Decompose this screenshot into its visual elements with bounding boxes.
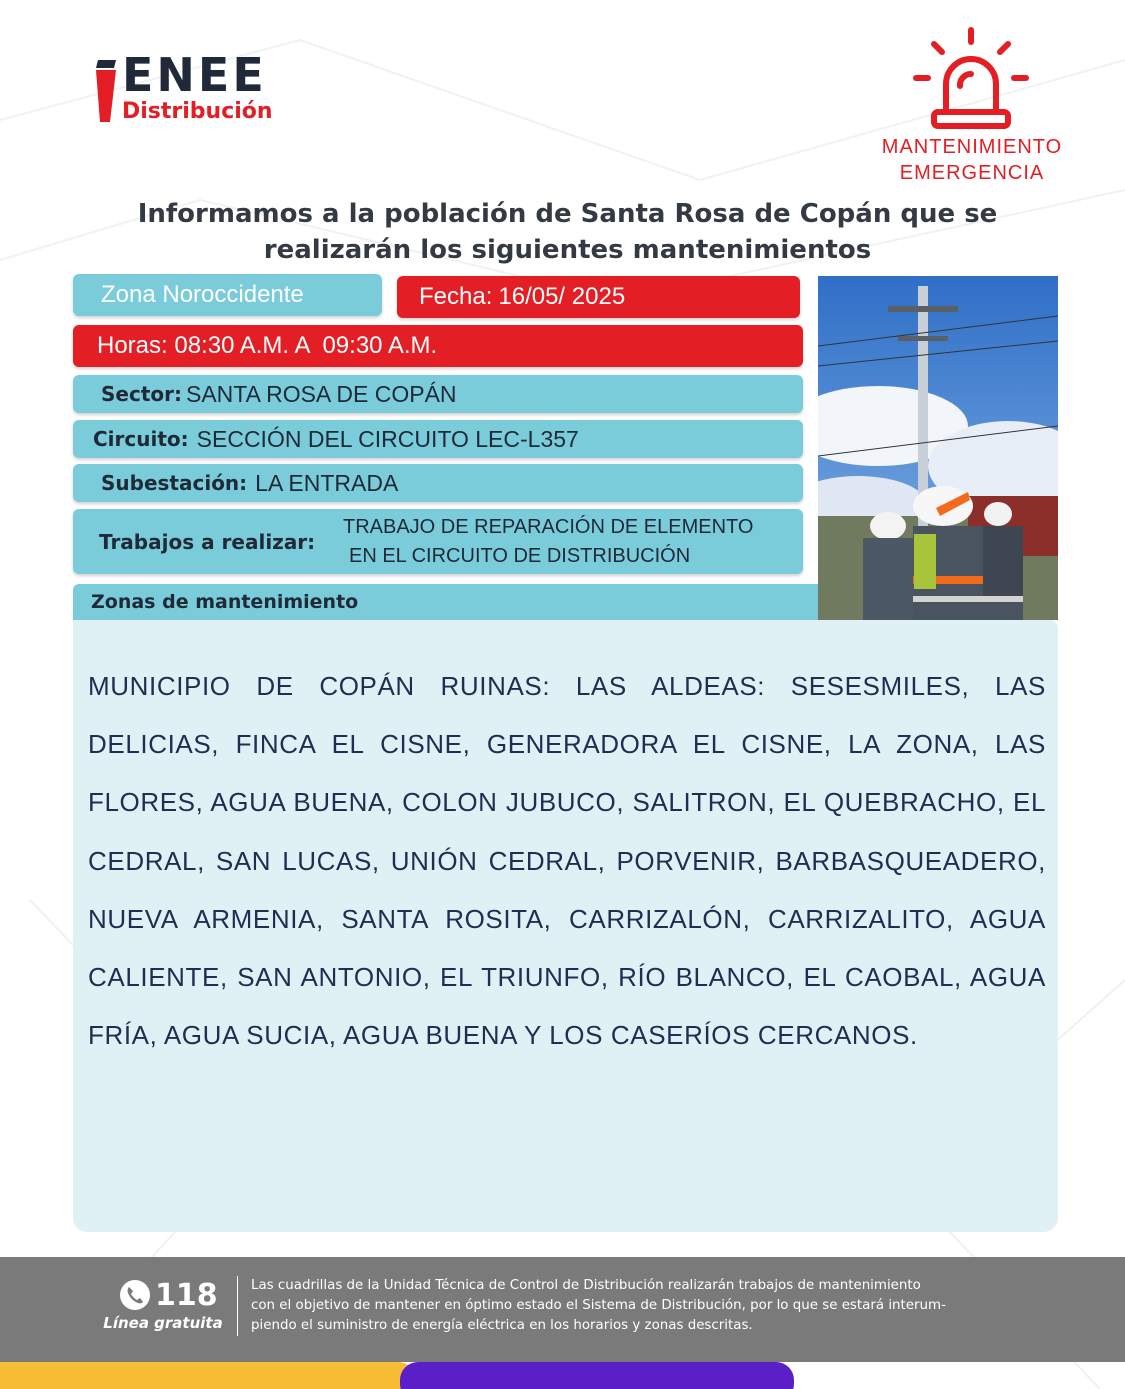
horas-pill: [73, 325, 803, 367]
title-line-1: Informamos a la población de Santa Rosa de Copán que se: [137, 199, 998, 229]
phone-label: Línea gratuita: [103, 1314, 223, 1332]
trabajos-line-1: TRABAJO DE REPARACIÓN DE ELEMENTO: [343, 515, 754, 538]
workers-photo: [818, 276, 1058, 620]
footer-divider: [237, 1276, 238, 1336]
badge-line-2: EMERGENCIA: [899, 162, 1045, 184]
subestacion-value: LA ENTRADA: [255, 469, 399, 496]
title-line-2: realizarán los siguientes mantenimientos: [263, 235, 872, 265]
badge-line-1: MANTENIMIENTO: [881, 136, 1063, 158]
emergency-badge: [850, 134, 1094, 186]
logo-subtitle: Distribución: [122, 99, 273, 124]
zona-value: Zona Noroccidente: [101, 281, 304, 308]
enee-logo: [96, 48, 326, 128]
circuito-row: [73, 420, 803, 458]
circuito-value: SECCIÓN DEL CIRCUITO LEC-L357: [196, 425, 579, 452]
trabajos-row: [73, 509, 803, 574]
footer-note: [251, 1276, 1051, 1336]
alarm-siren-icon: [912, 26, 1030, 132]
fecha-pill: [397, 276, 800, 318]
fecha-value: 16/05/ 2025: [498, 283, 626, 310]
enee-logo-mark: [96, 60, 116, 122]
zones-list: MUNICIPIO DE COPÁN RUINAS: LAS ALDEAS: SESESMILES, LAS DELICIAS, FINCA EL CISNE, GENERADORA EL CISNE, LA ZONA, LAS FLORES, AGUA BUENA, COLON JUBUCO, SALITRON, EL QUEBRACHO, EL CEDRAL, SAN LUCAS, UNIÓN CEDRAL, PORVENIR, BARBASQUEADERO, NUEVA ARMENIA, SANTA ROSITA, CARRIZALÓN, CARRIZALITO, AGUA CALIENTE, SAN ANTONIO, EL TRIUNFO, RÍO BLANCO, EL CAOBAL, AGUA FRÍA, AGUA SUCIA, AGUA BUENA Y LOS CASERÍOS CERCANOS.: [88, 671, 1046, 1051]
zonas-label: Zonas de mantenimiento: [91, 591, 359, 613]
bottom-bar-yellow: [0, 1362, 416, 1389]
fecha-label: Fecha:: [419, 283, 493, 310]
page-title: [60, 196, 1075, 268]
sector-value: SANTA ROSA DE COPÁN: [186, 380, 457, 407]
phone-icon: [119, 1279, 151, 1311]
footer-line-3: piendo el suministro de energía eléctrica en los horarios y zonas descritas.: [251, 1318, 753, 1333]
zonas-header: [73, 584, 821, 620]
subestacion-label: Subestación:: [101, 471, 248, 495]
horas-value: Horas: 08:30 A.M. A 09:30 A.M.: [97, 332, 438, 359]
footer-line-2: con el objetivo de mantener en óptimo estado el Sistema de Distribución, por lo que se estará interum-: [251, 1298, 946, 1313]
sector-row: [73, 375, 803, 413]
circuito-label: Circuito:: [93, 427, 189, 451]
trabajos-line-2: EN EL CIRCUITO DE DISTRIBUCIÓN: [349, 544, 691, 567]
trabajos-label: Trabajos a realizar:: [99, 529, 316, 554]
logo-wordmark: ENEE: [122, 48, 267, 102]
bottom-bar-purple: [400, 1362, 794, 1389]
zona-pill: [73, 274, 382, 316]
trabajos-value: [343, 513, 753, 571]
sector-label: Sector:: [101, 382, 182, 406]
phone-number: 118: [155, 1278, 218, 1313]
footer-line-1: Las cuadrillas de la Unidad Técnica de Control de Distribución realizarán trabajos de mantenimiento: [251, 1278, 921, 1293]
subestacion-row: [73, 464, 803, 502]
